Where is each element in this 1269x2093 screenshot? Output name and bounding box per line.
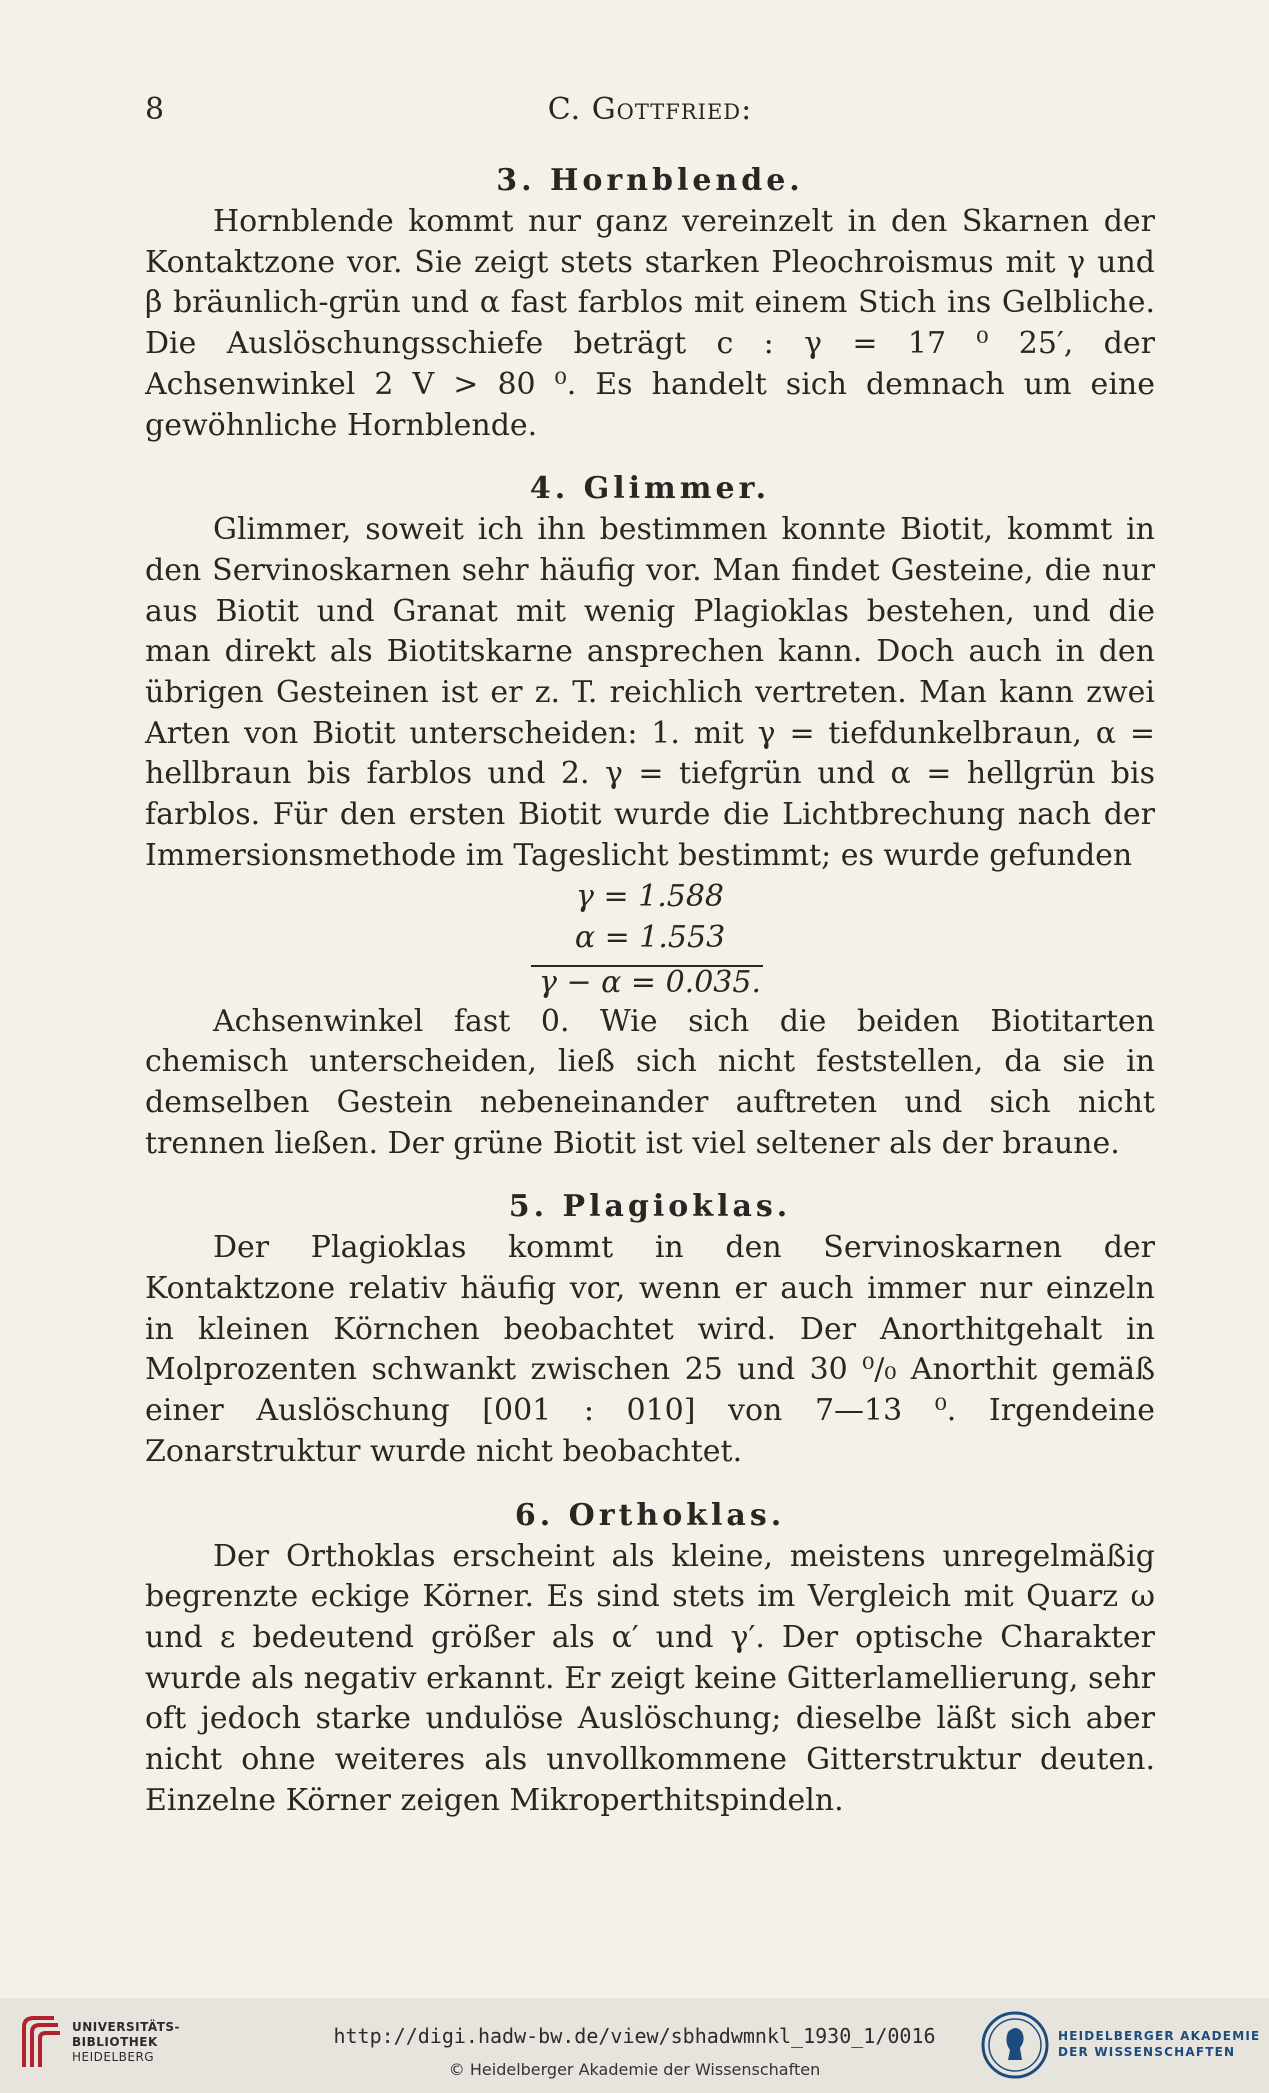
paragraph-hornblende: Hornblende kommt nur ganz vereinzelt in den Skarnen der Kontaktzone vor. Sie zeigt stets starken Pleochroismus mit γ und β bräunlich-grün und α fast farblos mit einem Stich ins Gelbliche. Die Auslöschungsschiefe beträgt c : γ = 17 ⁰ 25′, der Achsenwinkel 2 V > 80 ⁰. Es handelt sich demnach um eine gewöhnliche Hornblende. — [145, 204, 1155, 443]
library-line-1: UNIVERSITÄTS- — [72, 2020, 181, 2034]
page-header — [145, 92, 1155, 136]
refraction-formula — [145, 877, 1155, 1002]
page-body — [145, 160, 1155, 1822]
section-title-glimmer: 4. Glimmer. — [529, 471, 771, 507]
formula-difference: γ − α = 0.035. — [538, 964, 762, 1000]
academy-line-1: HEIDELBERGER AKADEMIE — [1058, 2029, 1261, 2043]
running-head: C. Gottfried: — [547, 92, 753, 127]
library-line-3: HEIDELBERG — [72, 2050, 155, 2064]
section-title-plagioklas: 5. Plagioklas. — [508, 1189, 792, 1225]
formula-alpha: α = 1.553 — [574, 919, 726, 955]
paragraph-orthoklas: Der Orthoklas erscheint als kleine, meistens unregelmäßig begrenzte eckige Körner. Es sind stets im Vergleich mit Quarz ω und ε bedeutend größer als α′ und γ′. Der optische Charakter wurde als negativ erkannt. Er zeigt keine Gitterlamellierung, sehr oft jedoch starke undulöse Auslöschung; dieselbe läßt sich aber nicht ohne weiteres als unvollkommene Gitterstruktur deuten. Einzelne Körner zeigen Mikroperthitspindeln. — [145, 1538, 1155, 1818]
academy-line-2: DER WISSENSCHAFTEN — [1058, 2045, 1236, 2059]
paragraph-glimmer-2: Achsenwinkel fast 0. Wie sich die beiden Biotitarten chemisch unterscheiden, ließ sich nicht feststellen, da sie in demselben Gestein nebeneinander auftreten und sich nicht trennen ließen. Der grüne Biotit ist viel seltener als der braune. — [145, 1003, 1155, 1161]
formula-gamma: γ = 1.588 — [575, 878, 725, 914]
paragraph-plagioklas: Der Plagioklas kommt in den Servinoskarnen der Kontaktzone relativ häufig vor, wenn er auch immer nur einzeln in kleinen Körnchen beobachtet wird. Der Anorthitgehalt in Molprozenten schwankt zwischen 25 und 30 ⁰/₀ Anorthit gemäß einer Auslöschung [001 : 010] von 7—13 ⁰. Irgendeine Zonarstruktur wurde nicht beobachtet. — [145, 1230, 1155, 1469]
page-number: 8 — [145, 92, 165, 127]
section-title-orthoklas: 6. Orthoklas. — [514, 1497, 786, 1533]
permalink-url[interactable]: http://digi.hadw-bw.de/view/sbhadwmnkl_1930_1/0016 — [333, 2024, 936, 2048]
academy-seal-icon — [980, 2010, 1050, 2080]
footer-bar — [0, 1998, 1269, 2093]
paragraph-glimmer-1: Glimmer, soweit ich ihn bestimmen konnte Biotit, kommt in den Servinoskarnen sehr häufig vor. Man findet Gesteine, die nur aus Biotit und Granat mit wenig Plagioklas bestehen, und die man direkt als Biotitskarne ansprechen kann. Doch auch in den übrigen Gesteinen ist er z. T. reichlich vertreten. Man kann zwei Arten von Biotit unterscheiden: 1. mit γ = tiefdunkelbraun, α = hellbraun bis farblos und 2. γ = tiefgrün und α = hellgrün bis farblos. Für den ersten Biotit wurde die Lichtbrechung nach der Immersionsmethode im Tageslicht bestimmt; es wurde gefunden — [145, 512, 1155, 873]
copyright-notice: © Heidelberger Akademie der Wissenschaften — [448, 2060, 821, 2079]
academy-name — [1058, 2028, 1260, 2060]
library-line-2: BIBLIOTHEK — [72, 2035, 158, 2049]
section-title-hornblende: 3. Hornblende. — [496, 163, 804, 198]
